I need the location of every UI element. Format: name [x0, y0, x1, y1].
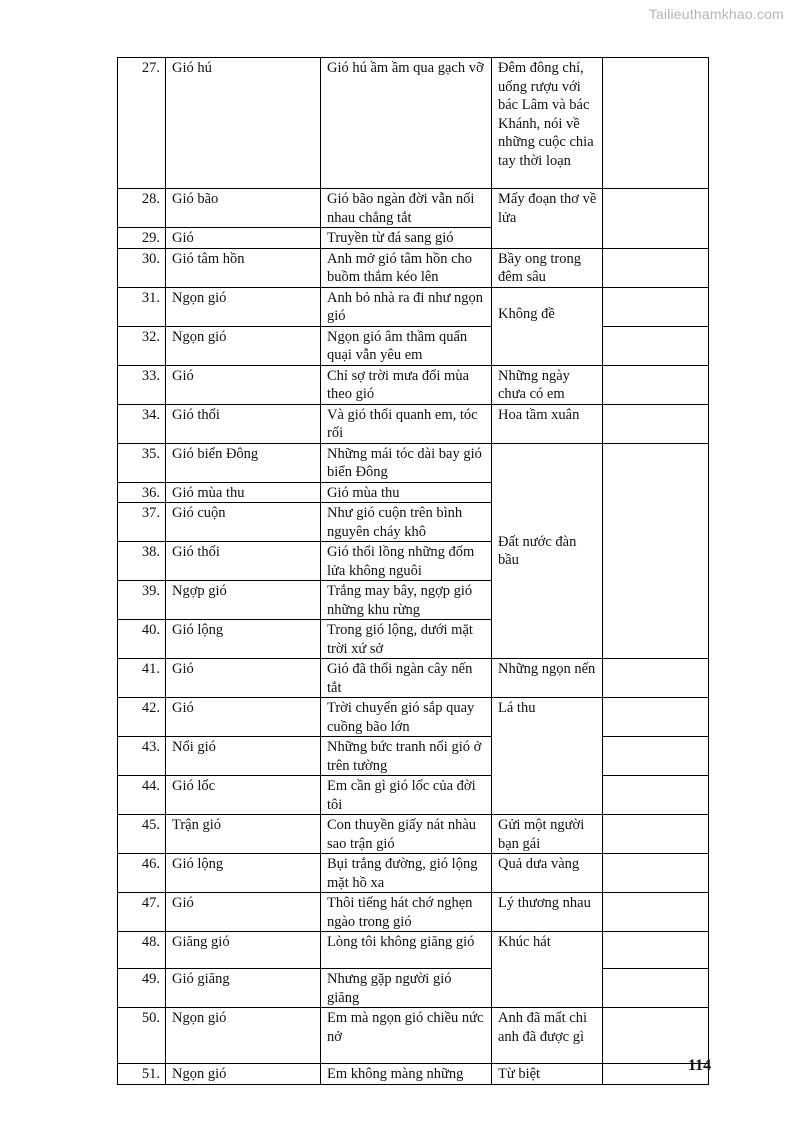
verse-cell: Anh bỏ nhà ra đi như ngọn gió	[321, 287, 492, 326]
row-number: 43.	[118, 737, 166, 776]
verse-cell: Và gió thổi quanh em, tóc rối	[321, 404, 492, 443]
verse-cell: Truyền từ đá sang gió	[321, 228, 492, 249]
empty-cell	[603, 58, 709, 189]
row-number: 34.	[118, 404, 166, 443]
table-row	[118, 326, 709, 365]
table-row	[118, 932, 709, 969]
table-row	[118, 659, 709, 698]
table-row	[118, 58, 709, 189]
empty-cell	[603, 365, 709, 404]
verse-cell: Trắng may bây, ngợp gió những khu rừng	[321, 581, 492, 620]
empty-cell	[603, 287, 709, 326]
poem-title-cell: Lá thu	[492, 698, 603, 815]
table-row	[118, 893, 709, 932]
empty-cell	[603, 248, 709, 287]
empty-cell	[603, 326, 709, 365]
empty-cell	[603, 893, 709, 932]
row-number: 50.	[118, 1008, 166, 1064]
empty-cell	[603, 404, 709, 443]
keyword-cell: Gió mùa thu	[166, 482, 321, 503]
empty-cell	[603, 815, 709, 854]
table-row	[118, 969, 709, 1008]
empty-cell	[603, 443, 709, 659]
verse-cell: Như gió cuộn trên bình nguyên cháy khô	[321, 503, 492, 542]
verse-cell: Gió bão ngàn đời vẫn nối nhau chẳng tắt	[321, 189, 492, 228]
verse-cell: Lòng tôi không giăng gió	[321, 932, 492, 969]
row-number: 48.	[118, 932, 166, 969]
poem-title-cell: Anh đã mất chi anh đã được gì	[492, 1008, 603, 1064]
table-row	[118, 698, 709, 737]
keyword-cell: Gió hú	[166, 58, 321, 189]
row-number: 45.	[118, 815, 166, 854]
poem-title-cell: Gửi một người bạn gái	[492, 815, 603, 854]
verse-cell: Anh mở gió tâm hồn cho buồm thắm kéo lên	[321, 248, 492, 287]
poem-title-cell: Mấy đoạn thơ về lửa	[492, 189, 603, 249]
table-row	[118, 854, 709, 893]
keyword-cell: Gió biển Đông	[166, 443, 321, 482]
row-number: 47.	[118, 893, 166, 932]
empty-cell	[603, 189, 709, 249]
keyword-cell: Gió giăng	[166, 969, 321, 1008]
verse-cell: Con thuyền giấy nát nhàu sao trận gió	[321, 815, 492, 854]
row-number: 38.	[118, 542, 166, 581]
table-row	[118, 815, 709, 854]
poem-title-cell: Bầy ong trong đêm sâu	[492, 248, 603, 287]
empty-cell	[603, 698, 709, 737]
table-row	[118, 248, 709, 287]
keyword-cell: Ngợp gió	[166, 581, 321, 620]
verse-cell: Trong gió lộng, dưới mặt trời xứ sở	[321, 620, 492, 659]
row-number: 44.	[118, 776, 166, 815]
keyword-cell: Gió lộng	[166, 854, 321, 893]
row-number: 28.	[118, 189, 166, 228]
row-number: 42.	[118, 698, 166, 737]
row-number: 31.	[118, 287, 166, 326]
row-number: 37.	[118, 503, 166, 542]
keyword-cell: Gió	[166, 893, 321, 932]
poem-title-cell: Hoa tầm xuân	[492, 404, 603, 443]
row-number: 46.	[118, 854, 166, 893]
table-row	[118, 776, 709, 815]
poem-title-cell: Những ngày chưa có em	[492, 365, 603, 404]
verse-cell: Em không màng những	[321, 1064, 492, 1085]
row-number: 49.	[118, 969, 166, 1008]
poem-title-cell: Những ngọn nến	[492, 659, 603, 698]
table-row	[118, 1064, 709, 1085]
empty-cell	[603, 1008, 709, 1064]
keyword-cell: Ngọn gió	[166, 1008, 321, 1064]
keyword-cell: Ngọn gió	[166, 1064, 321, 1085]
poem-title-cell: Lý thương nhau	[492, 893, 603, 932]
poem-title-cell: Khúc hát	[492, 932, 603, 1008]
keyword-cell: Nổi gió	[166, 737, 321, 776]
keyword-cell: Gió lốc	[166, 776, 321, 815]
row-number: 51.	[118, 1064, 166, 1085]
keyword-cell: Gió	[166, 228, 321, 249]
empty-cell	[603, 854, 709, 893]
verse-cell: Chỉ sợ trời mưa đổi mùa theo gió	[321, 365, 492, 404]
keyword-cell: Giăng gió	[166, 932, 321, 969]
verse-cell: Những bức tranh nổi gió ở trên tường	[321, 737, 492, 776]
verse-cell: Ngọn gió âm thầm quẩn quại vẫn yêu em	[321, 326, 492, 365]
watermark: Tailieuthamkhao.com	[648, 6, 784, 22]
verse-cell: Thôi tiếng hát chớ nghẹn ngào trong gió	[321, 893, 492, 932]
keyword-cell: Gió thổi	[166, 542, 321, 581]
poem-title-cell: Quả dưa vàng	[492, 854, 603, 893]
empty-cell	[603, 659, 709, 698]
empty-cell	[603, 776, 709, 815]
verse-cell: Em mà ngọn gió chiều nức nở	[321, 1008, 492, 1064]
keyword-cell: Gió lộng	[166, 620, 321, 659]
keyword-cell: Gió	[166, 365, 321, 404]
verse-cell: Nhưng gặp người gió giăng	[321, 969, 492, 1008]
keyword-cell: Gió bão	[166, 189, 321, 228]
row-number: 36.	[118, 482, 166, 503]
table-row	[118, 1008, 709, 1064]
table-row	[118, 443, 709, 482]
row-number: 27.	[118, 58, 166, 189]
empty-cell	[603, 932, 709, 969]
poem-title-cell: Không đề	[492, 287, 603, 365]
table-row	[118, 189, 709, 228]
keyword-cell: Gió thổi	[166, 404, 321, 443]
verse-cell: Em cần gì gió lốc của đời tôi	[321, 776, 492, 815]
keyword-cell: Ngọn gió	[166, 326, 321, 365]
table-row	[118, 737, 709, 776]
poem-title-cell: Đất nước đàn bầu	[492, 443, 603, 659]
row-number: 40.	[118, 620, 166, 659]
row-number: 35.	[118, 443, 166, 482]
verse-cell: Gió thổi lồng những đốm lửa không nguôi	[321, 542, 492, 581]
table-row	[118, 404, 709, 443]
poem-title-cell: Đêm đông chí, uống rượu với bác Lâm và bác Khánh, nói về những cuộc chia tay thời loạn	[492, 58, 603, 189]
keyword-cell: Trận gió	[166, 815, 321, 854]
empty-cell	[603, 969, 709, 1008]
keyword-cell: Ngọn gió	[166, 287, 321, 326]
verse-cell: Gió mùa thu	[321, 482, 492, 503]
empty-cell	[603, 737, 709, 776]
verse-cell: Những mái tóc dài bay gió biển Đông	[321, 443, 492, 482]
row-number: 33.	[118, 365, 166, 404]
row-number: 39.	[118, 581, 166, 620]
verse-cell: Trời chuyển gió sắp quay cuồng bão lớn	[321, 698, 492, 737]
row-number: 29.	[118, 228, 166, 249]
poem-table	[117, 57, 712, 1085]
keyword-cell: Gió tâm hồn	[166, 248, 321, 287]
table-row	[118, 287, 709, 326]
keyword-cell: Gió cuộn	[166, 503, 321, 542]
row-number: 30.	[118, 248, 166, 287]
row-number: 41.	[118, 659, 166, 698]
page-number: 114	[688, 1057, 712, 1074]
keyword-cell: Gió	[166, 659, 321, 698]
table-row	[118, 365, 709, 404]
verse-cell: Gió hú ầm ầm qua gạch vỡ	[321, 58, 492, 189]
verse-cell: Gió đã thổi ngàn cây nến tắt	[321, 659, 492, 698]
poem-title-cell: Từ biệt	[492, 1064, 603, 1085]
row-number: 32.	[118, 326, 166, 365]
verse-cell: Bụi trắng đường, gió lộng mặt hồ xa	[321, 854, 492, 893]
keyword-cell: Gió	[166, 698, 321, 737]
